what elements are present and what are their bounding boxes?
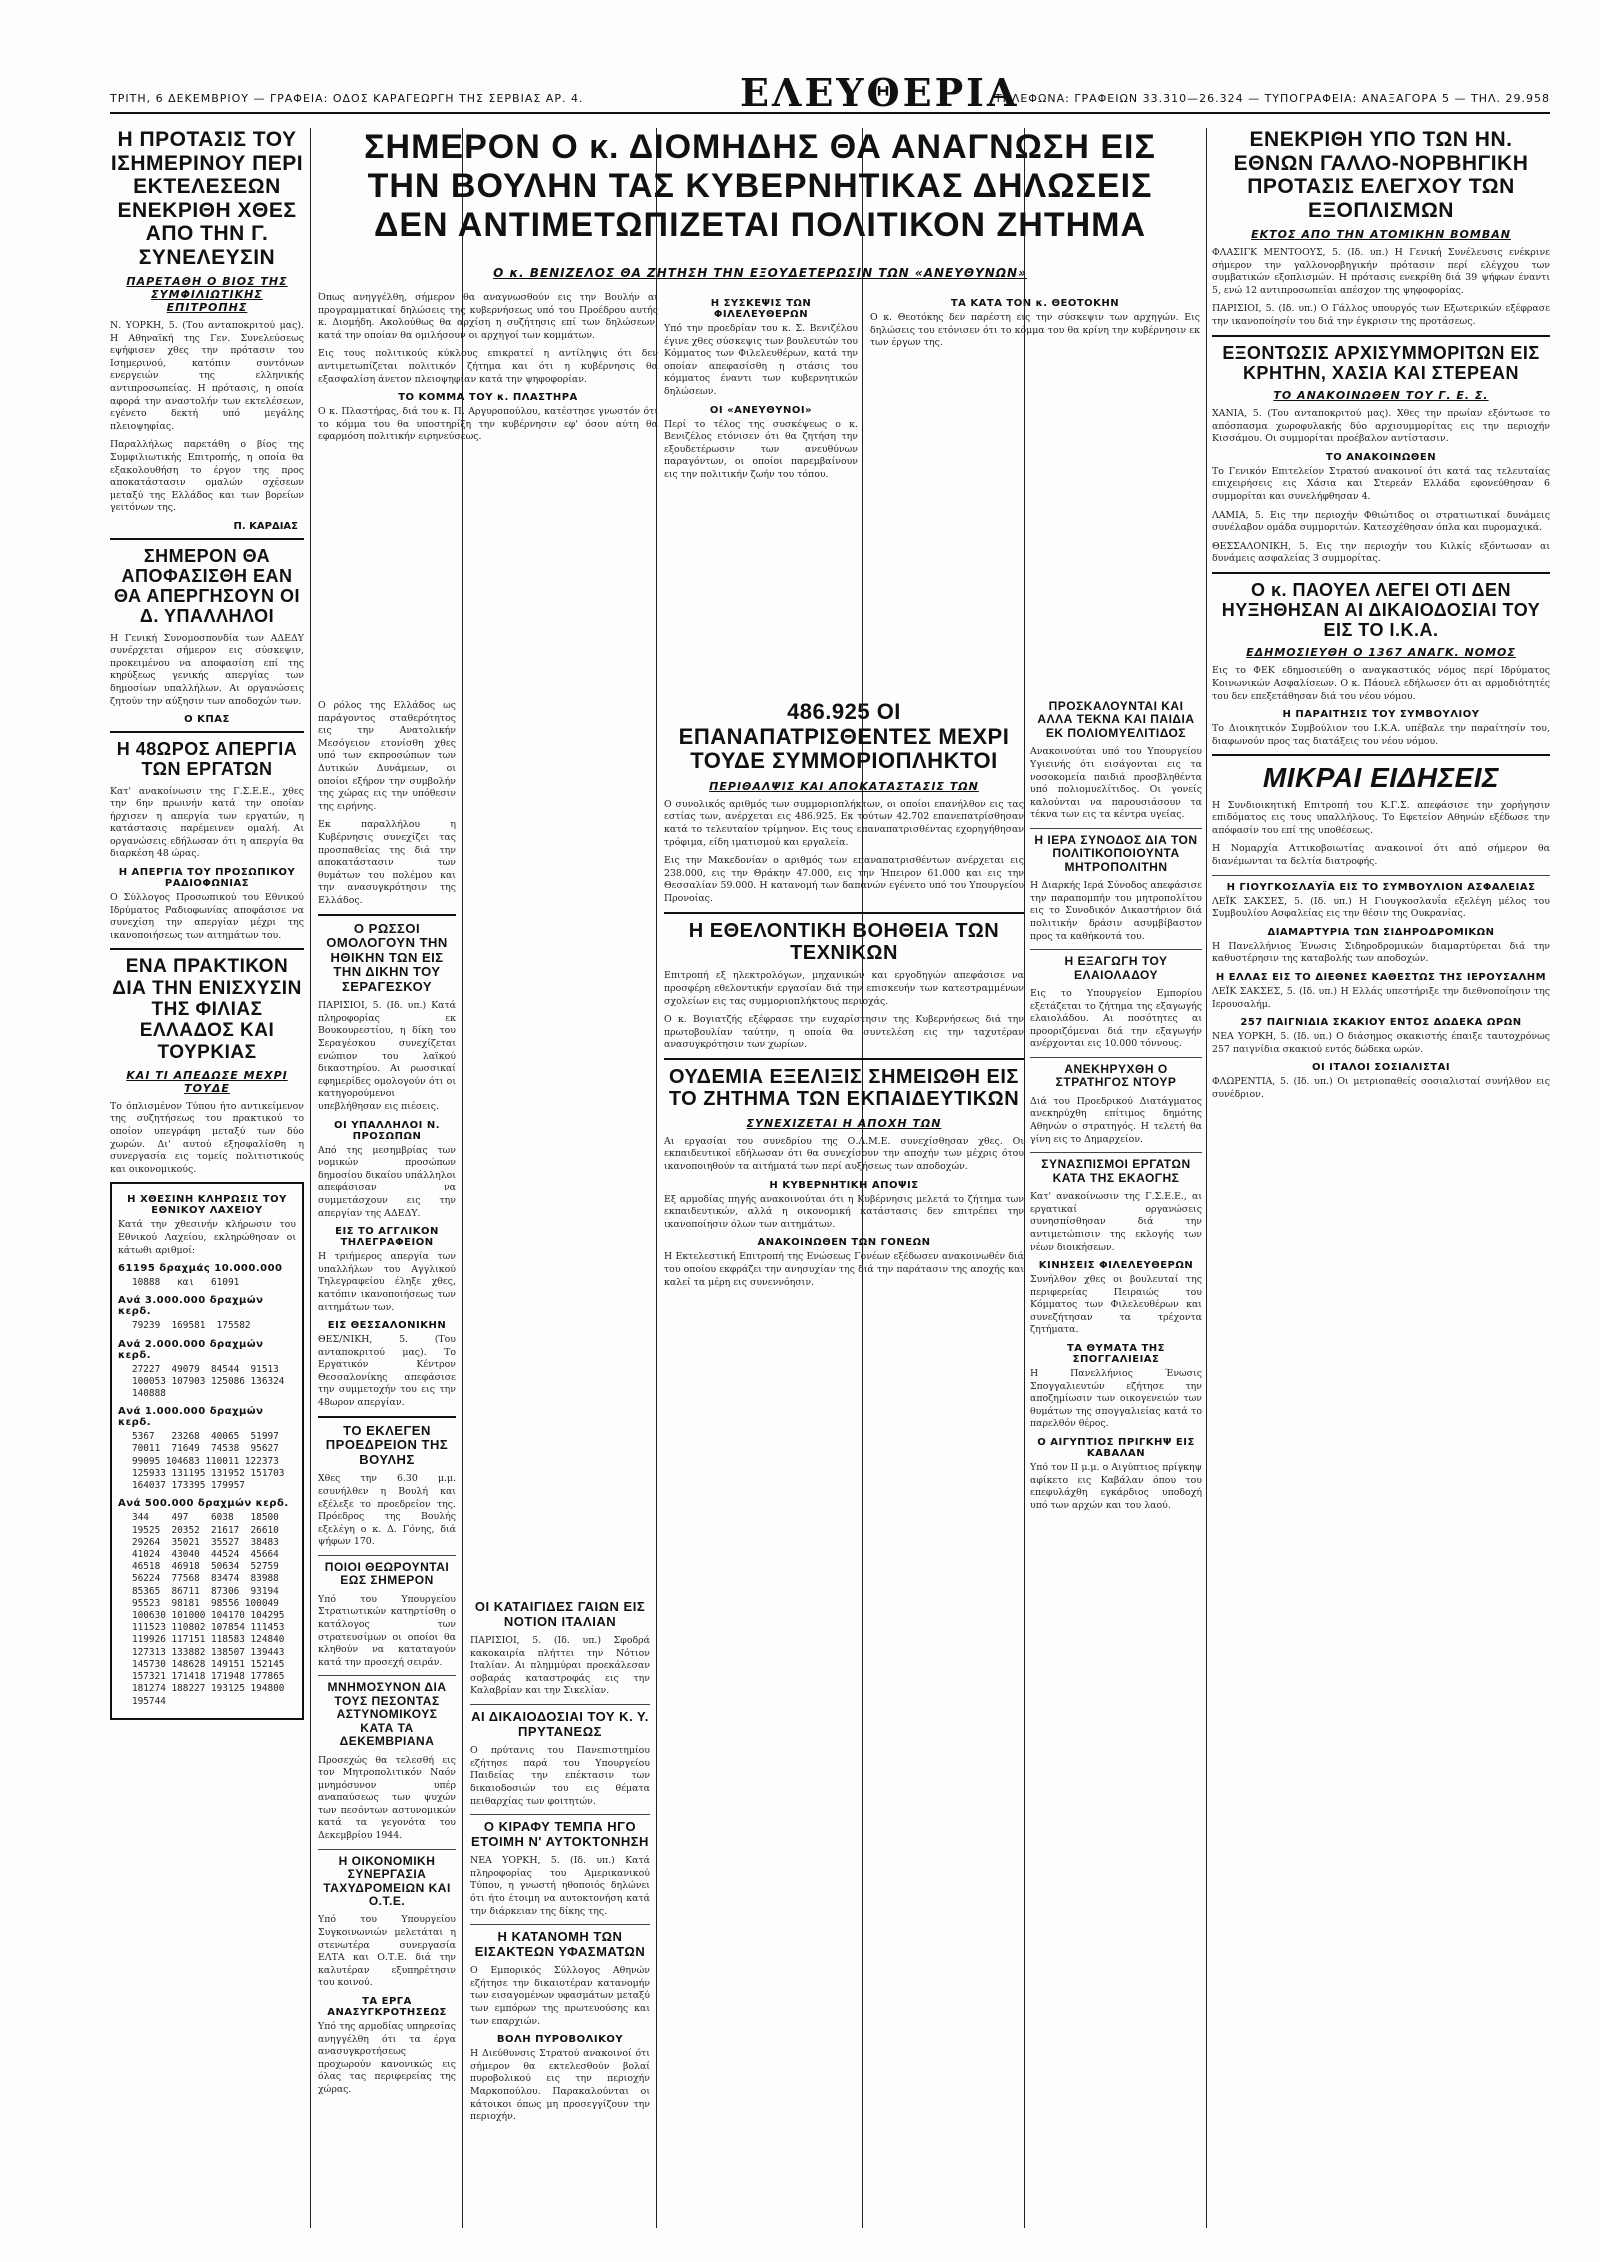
- subheadline: ΠΕΡΙΘΑΛΨΙΣ ΚΑΙ ΑΠΟΚΑΤΑΣΤΑΣΙΣ ΤΩΝ: [709, 779, 979, 793]
- section-heading: ΤΟ ΚΟΜΜΑ ΤΟΥ κ. ΠΛΑΣΤΗΡΑ: [398, 392, 578, 404]
- column-6: [1030, 700, 1202, 2228]
- section-heading: ΟΙ «ΑΝΕΥΘΥΝΟΙ»: [709, 404, 813, 416]
- headline-civil-servants-strike: ΣΗΜΕΡΟΝ ΘΑ ΑΠΟΦΑΣΙΣΘΗ ΕΑΝ ΘΑ ΑΠΕΡΓΗΣΟΥΝ ΟΙ Δ. ΥΠΑΛΛΗΛΟΙ: [114, 546, 300, 627]
- article-text: Ο συνολικός αριθμός των συμμοριοπλήκτων, οι οποίοι επανήλθον εις τας εστίας των, ανέρχεται εις 486.925. Εκ τούτων 42.702 επανεπατρίσθησαν κατά το τελευταίον τρίμηνον. Εις τους επαναπατρισθέντας εχορηγήθησαν τρόφιμα, είδη ιματισμού και εργαλεία.: [664, 798, 1024, 848]
- article-text: Η Νομαρχία Αττικοβοιωτίας ανακοινοί ότι από σήμερον θα διανέμωνται τα δελτία διατροφής.: [1212, 843, 1550, 868]
- divider: [110, 948, 304, 950]
- headline-short-news: ΜΙΚΡΑΙ ΕΙΔΗΣΕΙΣ: [1262, 762, 1500, 794]
- article-text: ΠΑΡΙΣΙΟΙ, 5. (Ιδ. υπ.) Ο Γάλλος υπουργός των Εξωτερικών εξέφρασε την ικανοποίησίν του διά την έγκρισιν της προτάσεως.: [1212, 303, 1550, 328]
- banner-story-middle: [664, 292, 858, 696]
- article-text: Η Διεύθυνσις Στρατού ανακοινοί ότι σήμερον θα εκτελεσθούν βολαί πυροβολικού εις την περιοχήν Μαρκοπούλου. Παρακαλούνται οι κάτοικοι όπως μη προσεγγίζουν την περιοχήν.: [470, 2048, 650, 2123]
- headline-memorial-service: ΜΝΗΜΟΣΥΝΟΝ ΔΙΑ ΤΟΥΣ ΠΕΣΟΝΤΑΣ ΑΣΤΥΝΟΜΙΚΟΥΣ ΚΑΤΑ ΤΑ ΔΕΚΕΜΒΡΙΑΝΑ: [327, 1680, 447, 1749]
- subheadline: ΕΔΗΜΟΣΙΕΥΘΗ Ο 1367 ΑΝΑΓΚ. ΝΟΜΟΣ: [1246, 646, 1516, 660]
- article-text: Η Πανελλήνιος Ένωσις Σιδηροδρομικών διαμαρτύρεται διά την καθυστέρησιν της καταβολής των αποδοχών.: [1212, 940, 1550, 965]
- section-heading: ΕΙΣ ΤΟ ΑΓΓΛΙΚΟΝ ΤΗΛΕΓΡΑΦΕΙΟΝ: [335, 1226, 439, 1249]
- article-text: Επιτροπή εξ ηλεκτρολόγων, μηχανικών και εργοδηγών απεφάσισε να προσφέρη εθελοντικήν εργασίαν διά την επισκευήν των κατεστραμμένων σχολείων εις τας συμμοριοπλήκτους περιοχάς.: [664, 970, 1024, 1007]
- column-1: [110, 128, 304, 2228]
- article-text: Συνήλθον χθες οι βουλευταί της περιφερείας Πειραιώς του Κόμματος των Φιλελευθέρων και συνεζήτησαν τα τρέχοντα ζητήματα.: [1030, 1274, 1202, 1336]
- article-text: Εξ αρμοδίας πηγής ανακοινούται ότι η Κυβέρνησις μελετά το ζήτημα των εκπαιδευτικών, αλλά η οικονομική κατάστασις δεν επιτρέπει την ικανοποίησιν όλων των αιτημάτων.: [664, 1193, 1024, 1230]
- article-text: Ο Σύλλογος Προσωπικού του Εθνικού Ιδρύματος Ραδιοφωνίας αποφάσισε να συνεχίση την απεργίαν μέχρι της ικανοποιήσεως των αιτημάτων του.: [110, 892, 304, 941]
- divider: [318, 914, 456, 916]
- article-text: Υπό τον ΙΙ μ.μ. ο Αιγύπτιος πρίγκηψ αφίκετο εις Καβάλαν όπου του επεφυλάχθη εγκάρδιος υποδοχή υπό των αρχών και του λαού.: [1030, 1462, 1202, 1511]
- section-heading: Η ΚΥΒΕΡΝΗΤΙΚΗ ΑΠΟΨΙΣ: [769, 1179, 919, 1191]
- subheadline: ΚΑΙ ΤΙ ΑΠΕΔΩΣΕ ΜΕΧΡΙ ΤΟΥΔΕ: [126, 1068, 288, 1095]
- lottery-results-box: [110, 1182, 304, 1719]
- article-text: Όπως ανηγγέλθη, σήμερον θα αναγνωσθούν εις την Βουλήν αι προγραμματικαί δηλώσεις της κυβερνήσεως υπό του Προέδρου αυτής κ. Διομήδη. Ακολούθως θα αρχίση η συζήτησις επί των δηλώσεων, κατά την οποίαν θα ομιλήσουν οι αρχηγοί των κομμάτων.: [318, 292, 658, 341]
- headline-equator-proposal: Η ΠΡΟΤΑΣΙΣ ΤΟΥ ΙΣΗΜΕΡΙΝΟΥ ΠΕΡΙ ΕΚΤΕΛΕΣΕΩΝ ΕΝΕΚΡΙΘΗ ΧΘΕΣ ΑΠΟ ΤΗΝ Γ. ΣΥΝΕΛΕΥΣΙΝ: [110, 128, 304, 269]
- article-text: Περί το τέλος της συσκέψεως ο κ. Βενιζέλος ετόνισεν ότι θα ζητήση την εξουδετέρωσιν των ανευθύνων παραγόντων, οι οποίοι παρεμβαίνουν εις την πολιτικήν ζωήν του τόπου.: [664, 418, 858, 480]
- banner-subheadline: Ο κ. ΒΕΝΙΖΕΛΟΣ ΘΑ ΖΗΤΗΣΗ ΤΗΝ ΕΞΟΥΔΕΤΕΡΩΣΙΝ ΤΩΝ «ΑΝΕΥΘΥΝΩΝ»: [493, 266, 1027, 280]
- section-heading: ΑΝΑΚΟΙΝΩΘΕΝ ΤΩΝ ΓΟΝΕΩΝ: [757, 1237, 931, 1249]
- article-text: Η Γενική Συνομοσπονδία των ΑΔΕΔΥ συνέρχεται σήμερον εις σύσκεψιν, προκειμένου να αποφασίση επί της κηρύξεως γενικής απεργίας των δημοσίων υπαλλήλων. Αι οργανώσεις ζητούν την αύξησιν των αποδοχών των.: [110, 632, 304, 707]
- banner-story-left: [318, 292, 658, 696]
- headline-general: ΑΝΕΚΗΡΥΧΘΗ Ο ΣΤΡΑΤΗΓΟΣ ΝΤΟΥΡ: [1055, 1062, 1177, 1090]
- article-text: Χθες την 6.30 μ.μ. εσυνήλθεν η Βουλή και εξέλεξε το προεδρείον της. Πρόεδρος της Βουλής εξελέγη ο κ. Δ. Γόνης, διά ψήφων 170.: [318, 1473, 456, 1548]
- article-text: ΘΕΣΣΑΛΟΝΙΚΗ, 5. Εις την περιοχήν του Κιλκίς εξόντωσαν αι δυνάμεις ασφαλείας 3 συμμορίτας.: [1212, 540, 1550, 565]
- divider: [318, 1849, 456, 1850]
- divider: [1030, 949, 1202, 950]
- article-text: Εις τους πολιτικούς κύκλους επικρατεί η αντίληψις ότι δεν αντιμετωπίζεται πολιτικόν ζήτημα και ότι η κυβέρνησις θα εξασφαλίση άνετον πλειοψηφίαν κατά την ψηφοφορίαν.: [318, 348, 658, 385]
- lottery-prize: Ανά 2.000.000 δραχμών κερδ.: [118, 1338, 264, 1361]
- section-heading: Η ΕΛΛΑΣ ΕΙΣ ΤΟ ΔΙΕΘΝΕΣ ΚΑΘΕΣΤΩΣ ΤΗΣ ΙΕΡΟΥΣΑΛΗΜ: [1215, 972, 1547, 984]
- headline-repatriated: 486.925 ΟΙ ΕΠΑΝΑΠΑΤΡΙΣΘΕΝΤΕΣ ΜΕΧΡΙ ΤΟΥΔΕ ΣΥΜΜΟΡΙΟΠΛΗΚΤΟΙ: [678, 700, 1010, 774]
- article-text: Κατ' ανακοίνωσιν της Γ.Σ.Ε.Ε., χθες την 6ην πρωινήν κατά την οποίαν ήρχισεν η απεργία των εργατών, η κατάστασις παρέμεινεν ομαλή. Αι οργανώσεις εδήλωσαν ότι η απεργία θα διαρκέση 48 ώρας.: [110, 785, 304, 860]
- lottery-heading: Η ΧΘΕΣΙΝΗ ΚΛΗΡΩΣΙΣ ΤΟΥ ΕΘΝΙΚΟΥ ΛΑΧΕΙΟΥ: [127, 1194, 287, 1217]
- article-text: Υπό του Υπουργείου Συγκοινωνιών μελετάται η στενωτέρα συνεργασία ΕΛΤΑ και Ο.Τ.Ε. διά την καλυτέραν εξυπηρέτησιν του κοινού.: [318, 1914, 456, 1989]
- headline-workers-coalition: ΣΥΝΑΣΠΙΣΜΟΙ ΕΡΓΑΤΩΝ ΚΑΤΑ ΤΗΣ ΕΚΑΟΓΗΣ: [1041, 1157, 1191, 1185]
- headline-polio: ΠΡΟΣΚΑΛΟΥΝΤΑΙ ΚΑΙ ΑΛΛΑ ΤΕΚΝΑ ΚΑΙ ΠΑΙΔΙΑ ΕΚ ΠΟΛΙΟΜΥΕΛΙΤΙΔΟΣ: [1037, 700, 1195, 740]
- article-text: Ο Εμπορικός Σύλλογος Αθηνών εζήτησε την δικαιοτέραν κατανομήν των εισαγομένων υφασμάτων μεταξύ των εμπόρων της πρωτευούσης και των επαρχιών.: [470, 1965, 650, 2027]
- subheadline: ΕΚΤΟΣ ΑΠΟ ΤΗΝ ΑΤΟΜΙΚΗΝ ΒΟΜΒΑΝ: [1251, 228, 1511, 242]
- divider: [318, 1675, 456, 1676]
- masthead-date-address: ΤΡΙΤΗ, 6 ΔΕΚΕΜΒΡΙΟΥ — ΓΡΑΦΕΙΑ: ΟΔΟΣ ΚΑΡΑΓΕΩΡΓΗ ΤΗΣ ΣΕΡΒΙΑΣ ΑΡ. 4.: [110, 92, 584, 105]
- section-heading: Ο ΚΠΑΣ: [184, 714, 230, 726]
- article-text: Ανακοινούται υπό του Υπουργείου Υγιεινής ότι εισάγονται εις τα νοσοκομεία παιδιά προσβληθέντα υπό πολιομυελίτιδος. Οι γονείς καλούνται να παρουσιάσουν τα τέκνα των εις τα κέντρα υγείας.: [1030, 746, 1202, 821]
- headline-powell-ika: Ο κ. ΠΑΟΥΕΛ ΛΕΓΕΙ ΟΤΙ ΔΕΝ ΗΥΞΗΘΗΣΑΝ ΑΙ ΔΙΚΑΙΟΔΟΣΙΑΙ ΤΟΥ ΕΙΣ ΤΟ Ι.Κ.Α.: [1221, 579, 1541, 641]
- article-text: Η τριήμερος απεργία των υπαλλήλων του Αγγλικού Τηλεγραφείου έληξε χθες, κατόπιν ικανοποιήσεως των αιτημάτων των.: [318, 1251, 456, 1313]
- lottery-numbers: 5367 23268 40065 51997 70011 71649 74538 95627 99095 104683 110011 122373 125933 131195 131952 151703 164037 173395 179957: [132, 1431, 285, 1492]
- article-text: ΠΑΡΙΣΙΟΙ, 5. (Ιδ. υπ.) Σφοδρά κακοκαιρία πλήττει την Νότιον Ιταλίαν. Αι πλημμύραι προεκάλεσαν σοβαράς καταστροφάς εις την Καλαβρίαν και την Σικελίαν.: [470, 1635, 650, 1697]
- section-heading: 257 ΠΑΙΓΝΙΔΙΑ ΣΚΑΚΙΟΥ ΕΝΤΟΣ ΔΩΔΕΚΑ ΩΡΩΝ: [1240, 1017, 1522, 1029]
- divider: [318, 1555, 456, 1556]
- section-heading: Η ΠΑΡΑΙΤΗΣΙΣ ΤΟΥ ΣΥΜΒΟΥΛΙΟΥ: [1282, 709, 1480, 721]
- divider: [1212, 335, 1550, 337]
- section-heading: ΤΑ ΕΡΓΑ ΑΝΑΣΥΓΚΡΟΤΗΣΕΩΣ: [327, 1995, 447, 2018]
- article-text: Ο κ. Βογιατζής εξέφρασε την ευχαρίστησιν της Κυβερνήσεως διά την πρωτοβουλίαν ταύτην, η οποία θα συντελέση εις την ταχυτέραν ανασυγκρότησιν των χωρίων.: [664, 1014, 1024, 1051]
- lottery-numbers: 344 497 6038 18500 19525 20352 21617 26610 29264 35021 35527 38483 41024 43040 44524 45664 46518 46918 50634 52759 56224 77568 83474 83988 85365 86711 87306 93194 95523 98181 98556 100049 100630 101000 104170 104295 111523 110802 107854 111453 119926 117151 118583 124840 127313 133882 138507 139443 145730 148628 149151 152145 157321 171418 171948 177865 181274 188227 193125 194800 195744: [132, 1512, 285, 1707]
- article-text: Εκ παραλλήλου η Κυβέρνησις συνεχίζει τας προσπαθείας της διά την αποκατάστασιν των θυμάτων του πολέμου και την ανασυγκρότησιν της Ελλάδος.: [318, 819, 456, 906]
- headline-crete-bandits: ΕΞΟΝΤΩΣΙΣ ΑΡΧΙΣΥΜΜΟΡΙΤΩΝ ΕΙΣ ΚΡΗΤΗΝ, ΧΑΣΙΑ ΚΑΙ ΣΤΕΡΕΑΝ: [1222, 342, 1540, 383]
- divider: [1030, 1152, 1202, 1153]
- section-heading: Η ΣΥΣΚΕΨΙΣ ΤΩΝ ΦΙΛΕΛΕΥΘΕΡΩΝ: [710, 298, 812, 320]
- headline-workers-strike: Η 48ΩΡΟΣ ΑΠΕΡΓΙΑ ΤΩΝ ΕΡΓΑΤΩΝ: [116, 739, 298, 780]
- divider: [1030, 828, 1202, 829]
- divider: [1212, 875, 1550, 876]
- section-heading: ΟΙ ΙΤΑΛΟΙ ΣΟΣΙΑΛΙΣΤΑΙ: [1311, 1062, 1451, 1074]
- column-7: [1212, 128, 1550, 2228]
- masthead: [110, 70, 1550, 115]
- article-text: Κατ' ανακοίνωσιν της Γ.Σ.Ε.Ε., αι εργατικαί οργανώσεις συνησπίσθησαν διά την αντιμετώπισιν της εκλογής των νέων διοικήσεων.: [1030, 1191, 1202, 1253]
- middle-section: [664, 700, 1024, 2228]
- headline-parliament-presidium: ΤΟ ΕΚΛΕΓΕΝ ΠΡΟΕΔΡΕΙΟΝ ΤΗΣ ΒΟΥΛΗΣ: [325, 1422, 449, 1467]
- section-heading: Η ΑΠΕΡΓΙΑ ΤΟΥ ΠΡΟΣΩΠΙΚΟΥ ΡΑΔΙΟΦΩΝΙΑΣ: [118, 867, 296, 890]
- article-text: Η Διαρκής Ιερά Σύνοδος απεφάσισε την παραπομπήν του μητροπολίτου εις το Συνοδικόν Δικαστήριον διά πολιτικήν δράσιν ασυμβίβαστον προς τα καθήκοντά του.: [1030, 880, 1202, 942]
- headline-teachers: ΟΥΔΕΜΙΑ ΕΞΕΛΙΞΙΣ ΣΗΜΕΙΩΘΗ ΕΙΣ ΤΟ ΖΗΤΗΜΑ ΤΩΝ ΕΚΠΑΙΔΕΥΤΙΚΩΝ: [668, 1065, 1020, 1111]
- article-text: Ο πρύτανις του Πανεπιστημίου εζήτησε παρά του Υπουργείου Παιδείας την επέκτασιν των δικαιοδοσιών του εις θέματα πειθαρχίας των φοιτητών.: [470, 1745, 650, 1807]
- banner-subheadline-block: [318, 262, 1202, 290]
- lottery-prize: Ανά 1.000.000 δραχμών κερδ.: [118, 1406, 264, 1429]
- section-heading: ΤΟ ΑΝΑΚΟΙΝΩΘΕΝ: [1325, 451, 1437, 463]
- article-text: Ο κ. Πλαστήρας, διά του κ. Π. Αργυροπούλου, κατέστησε γνωστόν ότι το κόμμα του θα υποστηρίξη την κυβέρνησιν εφ' όσον αύτη θα εφαρμόση πολιτικήν ειρηνεύσεως.: [318, 406, 658, 443]
- byline: Π. ΚΑΡΔΙΑΣ: [233, 521, 298, 532]
- article-text: Το Διοικητικόν Συμβούλιον του Ι.Κ.Α. υπέβαλε την παραίτησίν του, διαφωνούν προς τας διατάξεις του νέου νόμου.: [1212, 723, 1550, 747]
- headline-rector: ΑΙ ΔΙΚΑΙΟΔΟΣΙΑΙ ΤΟΥ Κ. Υ. ΠΡΥΤΑΝΕΩΣ: [471, 1709, 649, 1739]
- article-text: ΛΕΪΚ ΣΑΚΣΕΣ, 5. (Ιδ. υπ.) Η Ελλάς υπεστήριξε την διεθνοποίησιν της Ιερουσαλήμ.: [1212, 986, 1550, 1010]
- article-text: ΛΑΜΙΑ, 5. Εις την περιοχήν Φθιώτιδος οι στρατιωτικαί δυνάμεις συνέλαβον ομάδα συμμοριτών. Κατεσχέθησαν όπλα και πυρομαχικά.: [1212, 509, 1550, 534]
- article-text: Η Συνδιοικητική Επιτροπή του Κ.Γ.Σ. απεφάσισε την χορήγησιν επιδόματος εις τους υπαλλήλους. Το Εφετείον Αθηνών εξέδωσε την απόφασίν του επί της υποθέσεως.: [1212, 799, 1550, 836]
- article-text: ΠΑΡΙΣΙΟΙ, 5. (Ιδ. υπ.) Κατά πληροφορίας εκ Βουκουρεστίου, η δίκη του Σεραγέσκου συνεχίζεται ενώπιον του λαϊκού δικαστηρίου. Αι ρωσσικαί εφημερίδες ομολογούν ότι οι κατηγορούμενοι υπεβλήθησαν εις πιέσεις.: [318, 1000, 456, 1112]
- article-text: Εις το ΦΕΚ εδημοσιεύθη ο αναγκαστικός νόμος περί Ιδρύματος Κοινωνικών Ασφαλίσεων. Ο κ. Πάουελ εδήλωσεν ότι αι αρμοδιότητές του δεν επεξετάθησαν διά του νέου νόμου.: [1212, 665, 1550, 702]
- banner-headline-line1: ΣΗΜΕΡΟΝ Ο κ. ΔΙΟΜΗΔΗΣ ΘΑ ΑΝΑΓΝΩΣΗ ΕΙΣ: [364, 128, 1156, 166]
- section-heading: ΟΙ ΥΠΑΛΛΗΛΟΙ Ν. ΠΡΟΣΩΠΩΝ: [333, 1119, 440, 1142]
- divider: [318, 1416, 456, 1418]
- section-heading: ΤΑ ΚΑΤΑ ΤΟΝ κ. ΘΕΟΤΟΚΗΝ: [950, 298, 1120, 309]
- subheadline: ΤΟ ΑΝΑΚΟΙΝΩΘΕΝ ΤΟΥ Γ. Ε. Σ.: [1273, 388, 1489, 402]
- headline-fabrics: Η ΚΑΤΑΝΟΜΗ ΤΩΝ ΕΙΣΑΚΤΕΩΝ ΥΦΑΣΜΑΤΩΝ: [474, 1929, 646, 1959]
- article-text: ΦΛΑΣΙΓΚ ΜΕΝΤΟΟΥΣ, 5. (Ιδ. υπ.) Η Γενική Συνέλευσις ενέκρινε σήμερον την γαλλονορβηγικήν πρότασιν περί ελέγχου των συμβατικών εξοπλισμών. Η πρότασις ενεκρίθη διά 39 ψήφων έναντι 5, ενώ 12 αντιπροσωπείαι απέσχον της ψηφοφορίας.: [1212, 247, 1550, 296]
- article-text: ΦΛΩΡΕΝΤΙΑ, 5. (Ιδ. υπ.) Οι μετριοπαθείς σοσιαλισταί συνήλθον εις συνέδριον.: [1212, 1076, 1550, 1100]
- subheadline: ΣΥΝΕΧΙΖΕΤΑΙ Η ΑΠΟΧΗ ΤΩΝ: [746, 1116, 942, 1130]
- article-text: Υπό της αρμοδίας υπηρεσίας ανηγγέλθη ότι τα έργα ανασυγκροτήσεως προχωρούν κανονικώς εις όλας τας περιφερείας της χώρας.: [318, 2020, 456, 2095]
- section-heading: Η ΓΙΟΥΓΚΟΣΛΑΥΪΑ ΕΙΣ ΤΟ ΣΥΜΒΟΥΛΙΟΝ ΑΣΦΑΛΕΙΑΣ: [1226, 881, 1536, 893]
- article-text: Το όπλισμένον Τύπου ήτο αντικείμενον της συζητήσεως του πρακτικού το οποίον υπεγράφη μεταξύ των δύο χωρών. Δι' αυτού εξησφαλίσθη η συνεργασία εις τομείς πολιτιστικούς και οικονομικούς.: [110, 1100, 304, 1175]
- banner-story-right: [870, 292, 1200, 696]
- headline-conscripts: ΠΟΙΟΙ ΘΕΩΡΟΥΝΤΑΙ ΕΩΣ ΣΗΜΕΡΟΝ: [324, 1559, 450, 1588]
- divider: [664, 1058, 1024, 1060]
- headline-actress: Ο ΚΙΡΑΦΥ ΤΕΜΠΑ ΗΓΟ ΕΤΟΙΜΗ Ν' ΑΥΤΟΚΤΟΝΗΣΗ: [471, 1819, 649, 1849]
- column-rule: [310, 128, 311, 2228]
- headline-italy-storms: ΟΙ ΚΑΤΑΙΓΙΔΕΣ ΓΑΙΩΝ ΕΙΣ ΝΟΤΙΟΝ ΙΤΑΛΙΑΝ: [474, 1600, 646, 1629]
- divider: [470, 1924, 650, 1925]
- article-text: ΘΕΣ/ΝΙΚΗ, 5. (Του ανταποκριτού μας). Το Εργατικόν Κέντρον Θεσσαλονίκης απεφάσισε την συμμετοχήν του εις την 48ωρον απεργίαν.: [318, 1334, 456, 1409]
- headline-greek-turkish-friendship: ΕΝΑ ΠΡΑΚΤΙΚΟΝ ΔΙΑ ΤΗΝ ΕΝΙΣΧΥΣΙΝ ΤΗΣ ΦΙΛΙΑΣ ΕΛΛΑΔΟΣ ΚΑΙ ΤΟΥΡΚΙΑΣ: [112, 956, 302, 1063]
- article-text: Η Πανελλήνιος Ένωσις Σπογγαλιευτών εζήτησε την αποζημίωσιν των οικογενειών των θυμάτων της σπογγαλιείας κατά το παρελθόν θέρος.: [1030, 1368, 1202, 1430]
- article-text: Από της μεσημβρίας των νομικών προσώπων δημοσίου δικαίου υπάλληλοι απεφάσισαν να συμμετάσχουν εις την απεργίαν της ΑΔΕΔΥ.: [318, 1144, 456, 1219]
- divider: [1212, 754, 1550, 756]
- lottery-prize: Ανά 3.000.000 δραχμών κερδ.: [118, 1295, 264, 1318]
- column-rule: [1206, 128, 1207, 2228]
- divider: [1030, 1057, 1202, 1058]
- lottery-numbers: 27227 49079 84544 91513 100053 107903 125086 136324 140888: [132, 1363, 285, 1399]
- divider: [110, 731, 304, 733]
- headline-post-ote: Η ΟΙΚΟΝΟΜΙΚΗ ΣΥΝΕΡΓΑΣΙΑ ΤΑΧΥΔΡΟΜΕΙΩΝ ΚΑΙ Ο.Τ.Ε.: [323, 1853, 451, 1908]
- newspaper-title: ΕΛΕΥΘΕΡΙΑ: [740, 70, 1020, 115]
- lottery-prize: Ανά 500.000 δραχμών κερδ.: [118, 1498, 289, 1510]
- section-heading: ΔΙΑΜΑΡΤΥΡΙΑ ΤΩΝ ΣΙΔΗΡΟΔΡΟΜΙΚΩΝ: [1267, 926, 1495, 938]
- headline-olive-oil: Η ΕΞΑΓΩΓΗ ΤΟΥ ΕΛΑΙΟΛΑΔΟΥ: [1064, 954, 1168, 982]
- article-text: Το Γενικόν Επιτελείον Στρατού ανακοινοί ότι κατά τας τελευταίας επιχειρήσεις εις Χάσια και Στερεάν Ελλάδα εφονεύθησαν 6 συμμορίται και συνελήφθησαν 4.: [1212, 465, 1550, 502]
- banner-headline-line3: ΔΕΝ ΑΝΤΙΜΕΤΩΠΙΖΕΤΑΙ ΠΟΛΙΤΙΚΟΝ ΖΗΤΗΜΑ: [373, 206, 1147, 245]
- article-text: Προσεχώς θα τελεσθή εις τον Μητροπολιτικόν Ναόν μνημόσυνον υπέρ αναπαύσεως των ψυχών των πεσόντων αστυνομικών κατά τα γεγονότα του Δεκεμβρίου 1944.: [318, 1754, 456, 1842]
- headline-holy-synod: Η ΙΕΡΑ ΣΥΝΟΔΟΣ ΔΙΑ ΤΟΝ ΠΟΛΙΤΙΚΟΠΟΙΟΥΝΤΑ ΜΗΤΡΟΠΟΛΙΤΗΝ: [1034, 832, 1198, 874]
- article-text: ΝΕΑ ΥΟΡΚΗ, 5. (Ιδ. υπ.) Ο διάσημος σκακιστής έπαιξε ταυτοχρόνως 257 παιγνίδια σκακιού εντός δώδεκα ωρών.: [1212, 1031, 1550, 1055]
- article-text: Διά του Προεδρικού Διατάγματος ανεκηρύχθη επίτιμος δημότης Αθηνών ο στρατηγός. Η τελετή θα γίνη εις το Δημαρχείον.: [1030, 1095, 1202, 1145]
- article-text: Ν. ΥΟΡΚΗ, 5. (Του ανταποκριτού μας). Η Αθηναϊκή της Γεν. Συνελεύσεως εψήφισεν χθες την πρότασιν του Ισημερινού, κατόπιν συντόνων ενεργειών της ελληνικής αντιπροσωπείας. Η πρότασις, η οποία αφορά την αναστολήν των εκτελέσεων, εγένετο δεκτή υπό μεγάλης πλειοψηφίας.: [110, 320, 304, 432]
- article-text: Ο ρόλος της Ελλάδος ως παράγοντος σταθερότητος εις την Ανατολικήν Μεσόγειον ετονίσθη χθες υπό των εκπροσώπων των Δυτικών Δυνάμεων, οι οποίοι εξήρον την συμβολήν της χώρας εις την υπόθεσιν της ειρήνης.: [318, 700, 456, 812]
- article-text: Εις το Υπουργείον Εμπορίου εξετάζεται το ζήτημα της εξαγωγής ελαιολάδου. Αι ποσότητες αι προοριζόμεναι διά την εξαγωγήν ανέρχονται εις 10.000 τόννους.: [1030, 988, 1202, 1050]
- section-heading: ΤΑ ΘΥΜΑΤΑ ΤΗΣ ΣΠΟΓΓΑΛΙΕΙΑΣ: [1066, 1343, 1166, 1366]
- divider: [1212, 572, 1550, 574]
- lottery-prize: 61195 δραχμάς 10.000.000: [118, 1263, 283, 1275]
- headline-russians-trial: Ο ΡΩΣΣΟΙ ΟΜΟΛΟΓΟΥΝ ΤΗΝ ΗΘΙΚΗΝ ΤΩΝ ΕΙΣ ΤΗΝ ΔΙΚΗΝ ΤΟΥ ΣΕΡΑΓΕΣΚΟΥ: [326, 920, 448, 994]
- section-heading: ΒΟΛΗ ΠΥΡΟΒΟΛΙΚΟΥ: [496, 2034, 624, 2046]
- masthead-phones: ΤΗΛΕΦΩΝΑ: ΓΡΑΦΕΙΩΝ 33.310—26.324 — ΤΥΠΟΓΡΑΦΕΙΑ: ΑΝΑΞΑΓΟΡΑ 5 — ΤΗΛ. 29.958: [994, 92, 1550, 105]
- article-text: Υπό του Υπουργείου Στρατιωτικών κατηρτίσθη ο κατάλογος των στρατευσίμων οι οποίοι θα κληθούν να καταταγούν κατά την προσεχή σειράν.: [318, 1593, 456, 1668]
- lottery-intro: Κατά την χθεσινήν κλήρωσιν του Εθνικού Λαχείου, εκληρώθησαν οι κάτωθι αριθμοί:: [118, 1219, 296, 1256]
- headline-un-disarmament: ΕΝΕΚΡΙΘΗ ΥΠΟ ΤΩΝ ΗΝ. ΕΘΝΩΝ ΓΑΛΛΟ-ΝΟΡΒΗΓΙΚΗ ΠΡΟΤΑΣΙΣ ΕΛΕΓΧΟΥ ΤΩΝ ΕΞΟΠΛΙΣΜΩΝ: [1233, 128, 1529, 222]
- article-text: Αι εργασίαι του συνεδρίου της Ο.Λ.Μ.Ε. συνεχίσθησαν χθες. Οι εκπαιδευτικοί εδήλωσαν ότι θα συνεχίσουν την αποχήν των μέχρις ότου ικανοποιηθούν τα αιτήματά των περί αυξήσεως των αποδοχών.: [664, 1135, 1024, 1172]
- article-text: ΝΕΑ ΥΟΡΚΗ, 5. (Ιδ. υπ.) Κατά πληροφορίας του Αμερικανικού Τύπου, η γνωστή ηθοποιός δηλώνει ότι ήτο έτοιμη να αυτοκτονήση κατά την διάρκειαν της δίκης της.: [470, 1855, 650, 1917]
- article-text: ΛΕΪΚ ΣΑΚΣΕΣ, 5. (Ιδ. υπ.) Η Γιουγκοσλαυΐα εξελέγη μέλος του Συμβουλίου Ασφαλείας εις την θέσιν της Ουκρανίας.: [1212, 895, 1550, 920]
- divider: [110, 538, 304, 540]
- subheadline: ΠΑΡΕΤΑΘΗ Ο ΒΙΟΣ ΤΗΣ ΣΥΜΦΙΛΙΩΤΙΚΗΣ ΕΠΙΤΡΟΠΗΣ: [126, 275, 288, 315]
- divider: [470, 1704, 650, 1705]
- divider: [664, 912, 1024, 914]
- section-heading: ΕΙΣ ΘΕΣΣΑΛΟΝΙΚΗΝ: [327, 1320, 447, 1332]
- article-text: Υπό την προεδρίαν του κ. Σ. Βενιζέλου έγινε χθες σύσκεψις των βουλευτών του Κόμματος των Φιλελευθέρων, κατά την οποίαν απεφασίσθη η στάσις του κόμματος έναντι των κυβερνητικών δηλώσεων.: [664, 323, 858, 397]
- lottery-numbers: 79239 169581 175582: [132, 1320, 251, 1332]
- section-heading: Ο ΑΙΓΥΠΤΙΟΣ ΠΡΙΓΚΗΨ ΕΙΣ ΚΑΒΑΛΑΝ: [1037, 1437, 1195, 1460]
- lottery-numbers: 10888 και 61091: [132, 1277, 240, 1289]
- article-text: Η Εκτελεστική Επιτροπή της Ενώσεως Γονέων εξέδωσεν ανακοινωθέν διά του οποίου εκφράζει την ανησυχίαν της διά την παράτασιν της αποχής και καλεί τα μέρη εις συνεννόησιν.: [664, 1251, 1024, 1288]
- column-2: [318, 700, 456, 2228]
- divider: [470, 1814, 650, 1815]
- section-heading: ΚΙΝΗΣΕΙΣ ΦΙΛΕΛΕΥΘΕΡΩΝ: [1038, 1260, 1194, 1272]
- article-text: ΧΑΝΙΑ, 5. (Του ανταποκριτού μας). Χθες την πρωίαν εξόντωσε το απόσπασμα χωροφυλακής δύο αρχισυμμορίτας εις την περιοχήν Κισσάμου. Οι συμμορίται προέβαλον αντίστασιν.: [1212, 407, 1550, 445]
- banner-headline-block: [318, 128, 1202, 268]
- article-text: Ο κ. Θεοτόκης δεν παρέστη εις την σύσκεψιν των αρχηγών. Εις δηλώσεις του ετόνισεν ότι το κόμμα του θα κρίνη την κυβέρνησιν εκ των έργων της.: [870, 312, 1200, 349]
- article-text: Εις την Μακεδονίαν ο αριθμός των επαναπατρισθέντων ανέρχεται εις 238.000, εις την Θράκην 47.000, εις την Ήπειρον 61.000 και εις την Θεσσαλίαν 59.000. Η κατανομή των δαπανών εγένετο υπό του Υπουργείου Προνοίας.: [664, 855, 1024, 905]
- banner-headline-line2: ΤΗΝ ΒΟΥΛΗΝ ΤΑΣ ΚΥΒΕΡΝΗΤΙΚΑΣ ΔΗΛΩΣΕΙΣ: [367, 167, 1153, 206]
- column-3: [470, 1600, 650, 2228]
- headline-volunteer-technicians: Η ΕΘΕΛΟΝΤΙΚΗ ΒΟΗΘΕΙΑ ΤΩΝ ΤΕΧΝΙΚΩΝ: [688, 919, 1000, 965]
- article-text: Παραλλήλως παρετάθη ο βίος της Συμφιλιωτικής Επιτροπής, η οποία θα εξακολουθήση το έργον της προς αποκατάστασιν ομαλών σχέσεων μεταξύ της Ελλάδος και των βορείων γειτόνων της.: [110, 439, 304, 514]
